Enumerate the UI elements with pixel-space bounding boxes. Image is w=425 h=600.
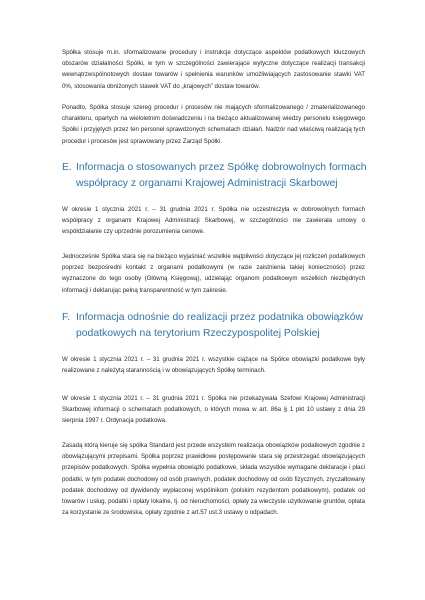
section-heading-f-line2: podatkowych na terytorium Rzeczypospolitej Polskiej [76, 328, 320, 339]
paragraph-informal-procedures: Ponadto, Spółka stosuje szereg procedur i procesów nie mających sformalizowanego / zmaterializowanego charakteru, opartych na wieloletnim doświadczeniu i na bieżąco aktualizowanej wiedzy personelu księgowego Spółki i przyjętych przez ten personel sprawdzonych schematach działań. Nadzór nad właściwą realizacją tych procedur i procesów jest sprawowany przez Zarząd Spółki. [62, 104, 365, 145]
paragraph-clarifications: Jednocześnie Spółka stara się na bieżąco wyjaśniać wszelkie wątpliwości dotyczące jej rozliczeń podatkowych poprzez bezpośredni kontakt z organami podatkowymi (w razie zaistnienia takiej konieczności) przez wyznaczone do tego osoby (Główną Księgową), udzielając organom podatkowym wszelkich niezbędnych informacji i deklarując pełną transparentność w tym zakresie. [62, 253, 365, 294]
paragraph-tax-schemes: W okresie 1 stycznia 2021 r. – 31 grudnia 2021 r. Spółka nie przekazywała Szefowi Krajowej Administracji Skarbowej informacji o schematach podatkowych, o których mowa w art. 86a § 1 pkt 10 ustawy z dnia 29 sierpnia 1997 r. Ordynacja podatkowa. [62, 395, 365, 425]
paragraph-tax-principles: Zasadą którą kieruje się spółka Standard jest przede wszystkim realizacja obowiązków podatkowych zgodnie z obowiązującymi przepisami. Spółka poprzez prawidłowe postępowanie stara się przestrzegać obowiązujących przepisów podatkowych. Spółka wypełnia obowiązki podatkowe, składa wszystkie wymagane deklaracje i płaci podatki, w tym podatek dochodowy od osób prawnych, podatek dochodowy od osób fizycznych, zryczałtowany podatek dochodowy od dywidendy wypłaconej wspólnikom (polskim rezydentom podatkowym), podatek od towarów i usług, podatki i opłaty lokalne, tj. od nieruchomości, opłaty za wieczyste użytkowanie gruntów, opłata za korzystanie ze środowiska, opłaty zgodnie z art.57 ust.3 ustawy o odpadach. [62, 442, 365, 517]
paragraph-obligations: W okresie 1 stycznia 2021 r. – 31 grudnia 2021 r. wszystkie ciążące na Spółce obowiązki podatkowe były realizowane z należytą starannością i w obowiązujących Spółkę terminach. [62, 356, 365, 375]
section-heading-e-number: E. [62, 162, 72, 173]
section-heading-f-number: F. [62, 312, 71, 323]
section-heading-e [62, 160, 378, 192]
paragraph-procedures: Spółka stosuje m.in. sformalizowane procedury i instrukcje dotyczące aspektów podatkowych kluczowych obszarów działalności Spółki, w tym w szczególności zawierające wytyczne dotyczące realizacji transakcji wewnątrzwspólnotowych dostaw towarów i spełnienia warunków umożliwiających zastosowanie stawki VAT 0%, stosowania obniżonych stawek VAT do „krajowych” dostaw towarów. [62, 49, 365, 90]
paragraph-cooperation: W okresie 1 stycznia 2021 r. – 31 grudnia 2021 r. Spółka nie uczestniczyła w dobrowolnych formach współpracy z organami Krajowej Administracji Skarbowej, w szczególności nie zawierała umowy o współdziałanie czy uprzednie porozumienia cenowe. [62, 206, 365, 236]
section-heading-e-line1: Informacja o stosowanych przez Spółkę dobrowolnych formach [76, 162, 367, 173]
section-heading-e-line2: współpracy z organami Krajowej Administracji Skarbowej [76, 178, 338, 189]
section-heading-f-line1: Informacja odnośnie do realizacji przez podatnika obowiązków [76, 312, 364, 323]
section-heading-f [62, 310, 378, 342]
